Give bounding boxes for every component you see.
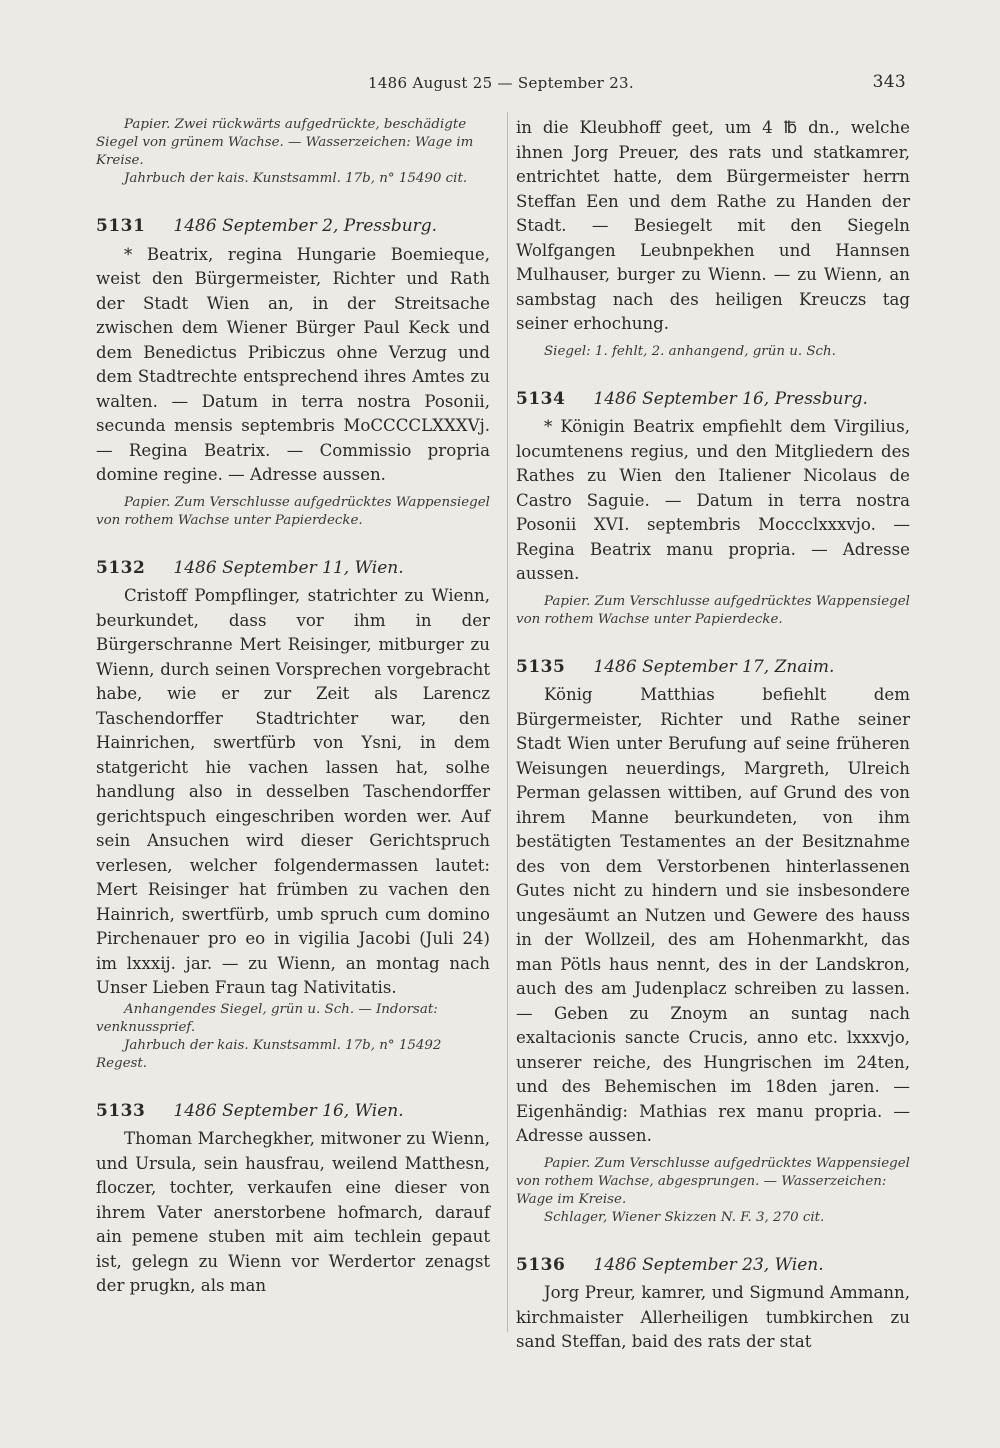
entry-date: 1486 September 16, Wien. <box>173 1100 404 1121</box>
entry-heading <box>96 214 490 239</box>
entry-5134 <box>516 387 910 629</box>
archival-note: Papier. Zum Verschlusse aufgedrücktes Wappensiegel von rothem Wachse unter Papierdecke. <box>96 494 490 528</box>
entry-number: 5133 <box>96 1100 146 1121</box>
page-number: 343 <box>872 72 906 92</box>
citation-note: Jahrbuch der kais. Kunstsamml. 17b, n° 15490 cit. <box>124 171 468 186</box>
archival-note: Anhangendes Siegel, grün u. Sch. — Indorsat: venknussprief. <box>96 1001 438 1035</box>
entry-date: 1486 September 17, Znaim. <box>593 656 835 677</box>
entry-number: 5132 <box>96 557 146 578</box>
entry-5133 <box>96 1099 490 1299</box>
running-title: 1486 August 25 — September 23. <box>368 74 634 92</box>
entry-date: 1486 September 16, Pressburg. <box>593 388 868 409</box>
entry-number: 5136 <box>516 1254 566 1275</box>
citation-note: Jahrbuch der kais. Kunstsamml. 17b, n° 15492 Regest. <box>96 1037 442 1071</box>
entry-5132 <box>96 556 490 1073</box>
entry-number: 5131 <box>96 216 146 236</box>
entry-5136 <box>516 1253 910 1355</box>
entry-heading <box>516 1253 910 1278</box>
entry-text: * Beatrix, regina Hungarie Boemieque, weist den Bürgermeister, Richter und Rath der Stadt Wien an, in der Streitsache zwischen dem Wiener Bürger Paul Keck und dem Benedictus Pribiczus ohne Verzug und dem Stadtrechte entsprechend ihres Amtes zu walten. — Datum in terra nostra Posonii, secunda mensis septembris MoCCCCLXXXVj. — Regina Beatrix. — Commissio propria domine regine. — Adresse aussen. <box>96 244 490 484</box>
entry-date: 1486 September 23, Wien. <box>593 1254 824 1275</box>
archival-note: Papier. Zum Verschlusse aufgedrücktes Wappensiegel von rothem Wachse, abgesprungen. — Wasserzeichen: Wage im Kreise. <box>516 1155 910 1207</box>
entry-5135 <box>516 655 910 1227</box>
column-divider <box>507 112 508 1332</box>
right-column <box>516 116 910 1355</box>
seal-note: Siegel: 1. fehlt, 2. anhangend, grün u. Sch. <box>544 343 836 359</box>
entry-5131 <box>96 214 490 530</box>
archival-note: Papier. Zum Verschlusse aufgedrücktes Wappensiegel von rothem Wachse unter Papierdecke. <box>516 593 910 627</box>
entry-heading <box>96 556 490 581</box>
entry-text: Cristoff Pompflinger, statrichter zu Wienn, beurkundet, dass vor ihm in der Bürgerschranne Mert Reisinger, mitburger zu Wienn, durch seinen Vorsprechen vorgebracht habe, wie er zur Zeit als Larencz Taschendorffer Stadtrichter war, den Hainrichen, swertfürb von Ysni, in dem statgericht hie vachen lassen hat, solhe handlung also in desselben Taschendorffer gerichtspuch eingeschriben worden wer. Auf sein Ansuchen wird dieser Gerichtspruch verlesen, welcher folgendermassen lautet: Mert Reisinger hat frümben zu vachen den Hainrich, swertfürb, umb spruch cum domino Pirchenauer pro eo in vigilia Jacobi (Juli 24) im lxxxij. jar. — zu Wienn, an montag nach Unser Lieben Fraun tag Nativitatis. <box>96 586 490 997</box>
entry-text: König Matthias befiehlt dem Bürgermeister, Richter und Rathe seiner Stadt Wien unter Berufung auf seine früheren Weisungen neuerdings, Margreth, Ulreich Perman gelassen wittiben, auf Grund des von ihrem Manne beurkundeten, von ihm bestätigten Testamentes an der Besitznahme des von dem Verstorbenen hinterlassenen Gutes nicht zu hindern und sie insbesondere ungesäumt an Nutzen und Gewere des hauss in der Wollzeil, des am Hohenmarkht, das man Pötls haus nennt, des in der Landskron, auch des am Judenplacz schreiben zu lassen. — Geben zu Znoym an suntag nach exaltacionis sancte Crucis, anno etc. lxxxvjo, unserer reiche, des Hungrischen im 24ten, und des Behemischen im 18den jaren. — Eigenhändig: Mathias rex manu propria. — Adresse aussen. <box>516 685 910 1145</box>
entry-continuation-text: in die Kleubhoff geet, um 4 ℔ dn., welche ihnen Jorg Preuer, des rats und statkamrer, entrichtet hatte, dem Bürgermeister herrn Steffan Een und dem Rathe zu Handen der Stadt. — Besiegelt mit den Siegeln Wolfgangen Leubnpekhen und Hannsen Mulhauser, burger zu Wienn. — zu Wienn, an sambstag nach des heiligen Kreuczs tag seiner erhochung. <box>516 118 910 333</box>
entry-heading <box>516 387 910 412</box>
entry-date: 1486 September 11, Wien. <box>173 557 404 578</box>
entry-text: Thoman Marchegkher, mitwoner zu Wienn, und Ursula, sein hausfrau, weilend Matthesn, floczer, tochter, verkaufen eine dieser von ihrem Vater anerstorbene hofmarch, darauf ain pemene stuben mit aim techlein gepaut ist, gelegn zu Wienn vor Werdertor zenagst der prugkn, als man <box>96 1129 490 1295</box>
entry-number: 5134 <box>516 388 566 409</box>
archival-note: Papier. Zwei rückwärts aufgedrückte, beschädigte Siegel von grünem Wachse. — Wasserzeichen: Wage im Kreise. <box>96 117 474 168</box>
left-column <box>96 116 490 1299</box>
entry-text: Jorg Preur, kamrer, und Sigmund Ammann, kirchmaister Allerheiligen tumbkirchen zu sand Steffan, baid des rats der stat <box>516 1283 910 1351</box>
entry-heading <box>96 1099 490 1124</box>
entry-number: 5135 <box>516 656 566 677</box>
citation-note: Schlager, Wiener Skizzen N. F. 3, 270 cit. <box>544 1209 825 1225</box>
running-header <box>96 74 906 98</box>
entry-heading <box>516 655 910 680</box>
entry-date: 1486 September 2, Pressburg. <box>173 216 438 236</box>
entry-text: * Königin Beatrix empfiehlt dem Virgilius, locumtenens regius, und den Mitgliedern des Rathes zu Wien den Italiener Nicolaus de Castro Saguie. — Datum in terra nostra Posonii XVI. septembris Moccclxxxvjo. — Regina Beatrix manu propria. — Adresse aussen. <box>516 417 910 583</box>
